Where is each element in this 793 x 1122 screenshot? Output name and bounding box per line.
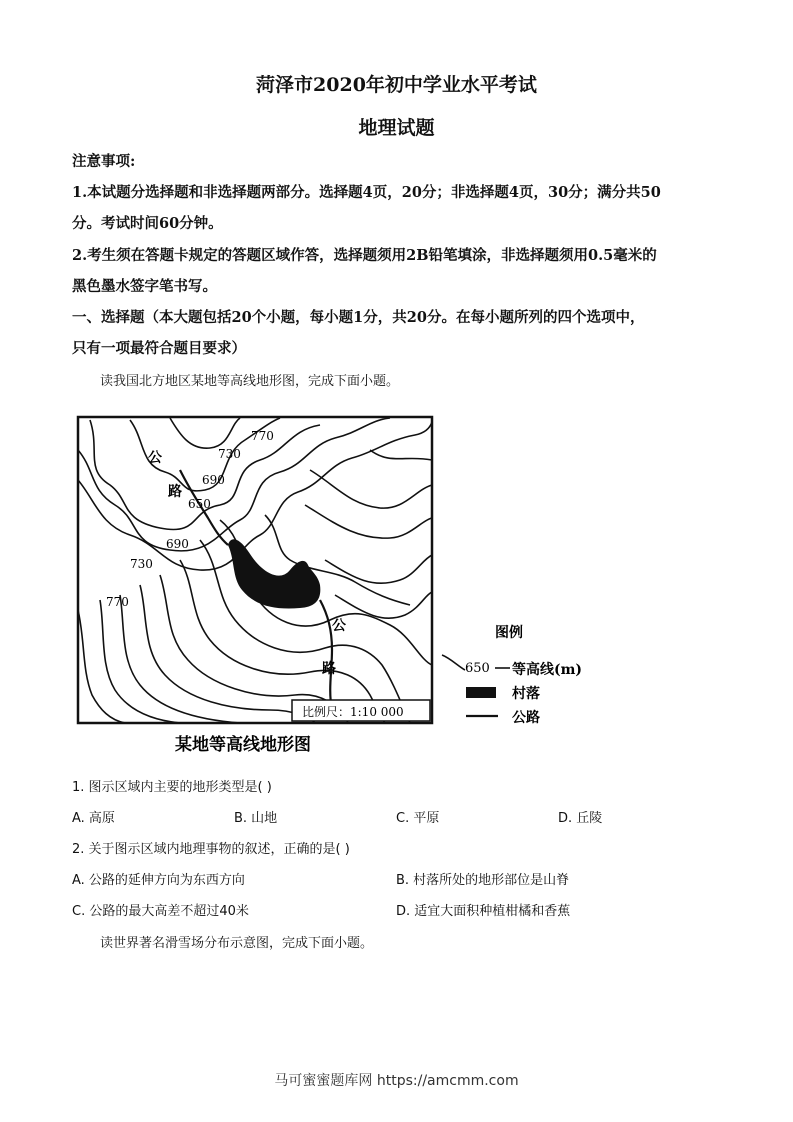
footer-watermark[interactable]: 马可蜜蜜题库网 https://amcmm.com (274, 1073, 519, 1089)
legend-village-label: 村落 (512, 686, 540, 702)
notice-item2-line1: 2.考生须在答题卡规定的答题区域作答，选择题须用2B铅笔填涂，非选择题须用0.5毫米的 (72, 247, 657, 264)
question-2-option-a[interactable]: A. 公路的延伸方向为东西方向 (72, 873, 245, 888)
contour-label-770-top: 770 (251, 429, 274, 443)
section1-heading-line1: 一、选择题（本大题包括20个小题，每小题1分，共20分。在每小题所列的四个选项中， (72, 309, 645, 326)
notice-item1-line1: 1.本试题分选择题和非选择题两部分。选择题4页，20分；非选择题4页，30分；满分共50 (72, 184, 661, 201)
legend-contour-value: 650 (465, 661, 490, 676)
road-bottom (320, 600, 332, 710)
road-char-bottom-1: 公 (332, 618, 346, 634)
question-2-option-d[interactable]: D. 适宜大面积种植柑橘和香蕉 (396, 904, 571, 919)
map-intro: 读我国北方地区某地等高线地形图，完成下面小题。 (100, 374, 400, 389)
notice-item1-line2: 分。考试时间60分钟。 (72, 215, 223, 232)
road-char-top-1: 公 (148, 450, 162, 466)
map-caption: 某地等高线地形图 (175, 735, 311, 755)
question-2-option-c[interactable]: C. 公路的最大高差不超过40米 (72, 904, 249, 919)
notice-item2-line2: 黑色墨水签字笔书写。 (72, 278, 217, 295)
question-2-stem: 2. 关于图示区域内地理事物的叙述，正确的是( ) (72, 842, 350, 857)
notice-heading: 注意事项: (72, 153, 136, 170)
contour-label-690-top: 690 (202, 473, 225, 487)
contour-map-figure (70, 410, 590, 760)
legend-contour-line (442, 655, 465, 670)
contour-label-770-left: 770 (106, 595, 129, 609)
question-1-option-d[interactable]: D. 丘陵 (558, 811, 603, 826)
ski-map-intro: 读世界著名滑雪场分布示意图，完成下面小题。 (100, 936, 374, 951)
exam-title: 菏泽市2020年初中学业水平考试 (256, 74, 537, 96)
road-char-bottom-2: 路 (322, 661, 336, 677)
contour-label-730-left: 730 (130, 557, 153, 571)
legend-village-swatch (466, 687, 496, 698)
contour-label-650: 650 (188, 497, 211, 511)
contour-label-730-top: 730 (218, 447, 241, 461)
legend-road-label: 公路 (512, 710, 540, 726)
question-2-option-b[interactable]: B. 村落所处的地形部位是山脊 (396, 873, 570, 888)
contour-label-690-left: 690 (166, 537, 189, 551)
question-1-option-a[interactable]: A. 高原 (72, 811, 115, 826)
section1-heading-line2: 只有一项最符合题目要求） (72, 340, 246, 357)
road-char-top-2: 路 (168, 484, 182, 500)
legend-title: 图例 (495, 625, 523, 641)
question-1-stem: 1. 图示区域内主要的地形类型是( ) (72, 780, 272, 795)
exam-subtitle: 地理试题 (358, 117, 435, 139)
village-shape (228, 539, 320, 608)
question-1-option-c[interactable]: C. 平原 (396, 811, 440, 826)
legend-contour-label: 等高线(m) (512, 662, 583, 678)
question-1-option-b[interactable]: B. 山地 (234, 811, 278, 826)
map-scale: 比例尺：1:10 000 (302, 705, 404, 719)
